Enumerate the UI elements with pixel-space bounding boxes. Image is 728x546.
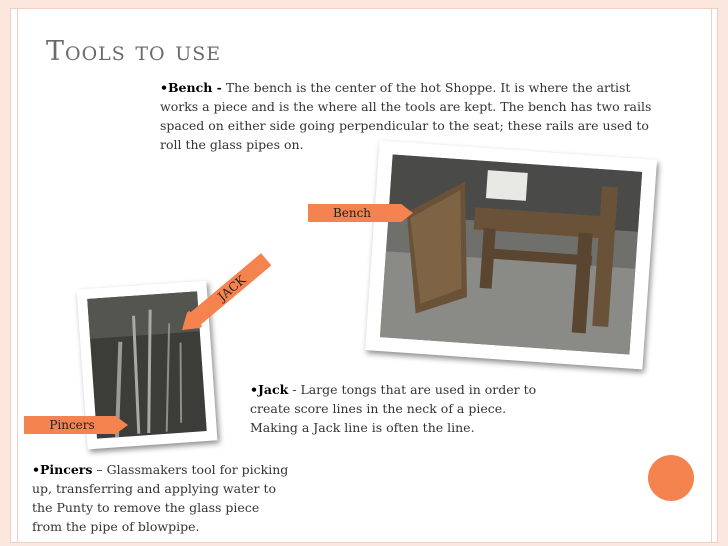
bench-arrow-label bbox=[308, 204, 413, 222]
bench-photo-image bbox=[365, 141, 657, 370]
frame-line-right bbox=[711, 8, 712, 543]
jack-term: •Jack bbox=[250, 382, 289, 397]
jack-description bbox=[250, 380, 550, 437]
bench-text: The bench is the center of the hot Shoppe. It is where the artist works a piece and is the where all the tools are kept. The bench has two rails spaced on either side going perpendicular to the seat; these rails are used to roll the glass pipes on. bbox=[160, 80, 652, 152]
frame-line-left bbox=[17, 8, 18, 543]
bench-term: •Bench - bbox=[160, 80, 222, 95]
pincers-arrow-label bbox=[24, 416, 128, 434]
decorative-orange-circle bbox=[648, 455, 694, 501]
pincers-description bbox=[32, 460, 290, 536]
slide-title: Tools to use bbox=[46, 36, 222, 67]
pincers-label: Pincers bbox=[49, 418, 95, 432]
pincers-term: •Pincers bbox=[32, 462, 93, 477]
jack-label: JACK bbox=[215, 272, 249, 304]
jack-text: - Large tongs that are used in order to create score lines in the neck of a piece. Making a Jack line is often the line. bbox=[250, 382, 537, 435]
pincers-text: – Glassmakers tool for picking up, transferring and applying water to the Punty to remove the glass piece from the pipe of blowpipe. bbox=[32, 462, 289, 534]
bench-photo bbox=[365, 141, 657, 370]
bench-label: Bench bbox=[332, 206, 372, 220]
